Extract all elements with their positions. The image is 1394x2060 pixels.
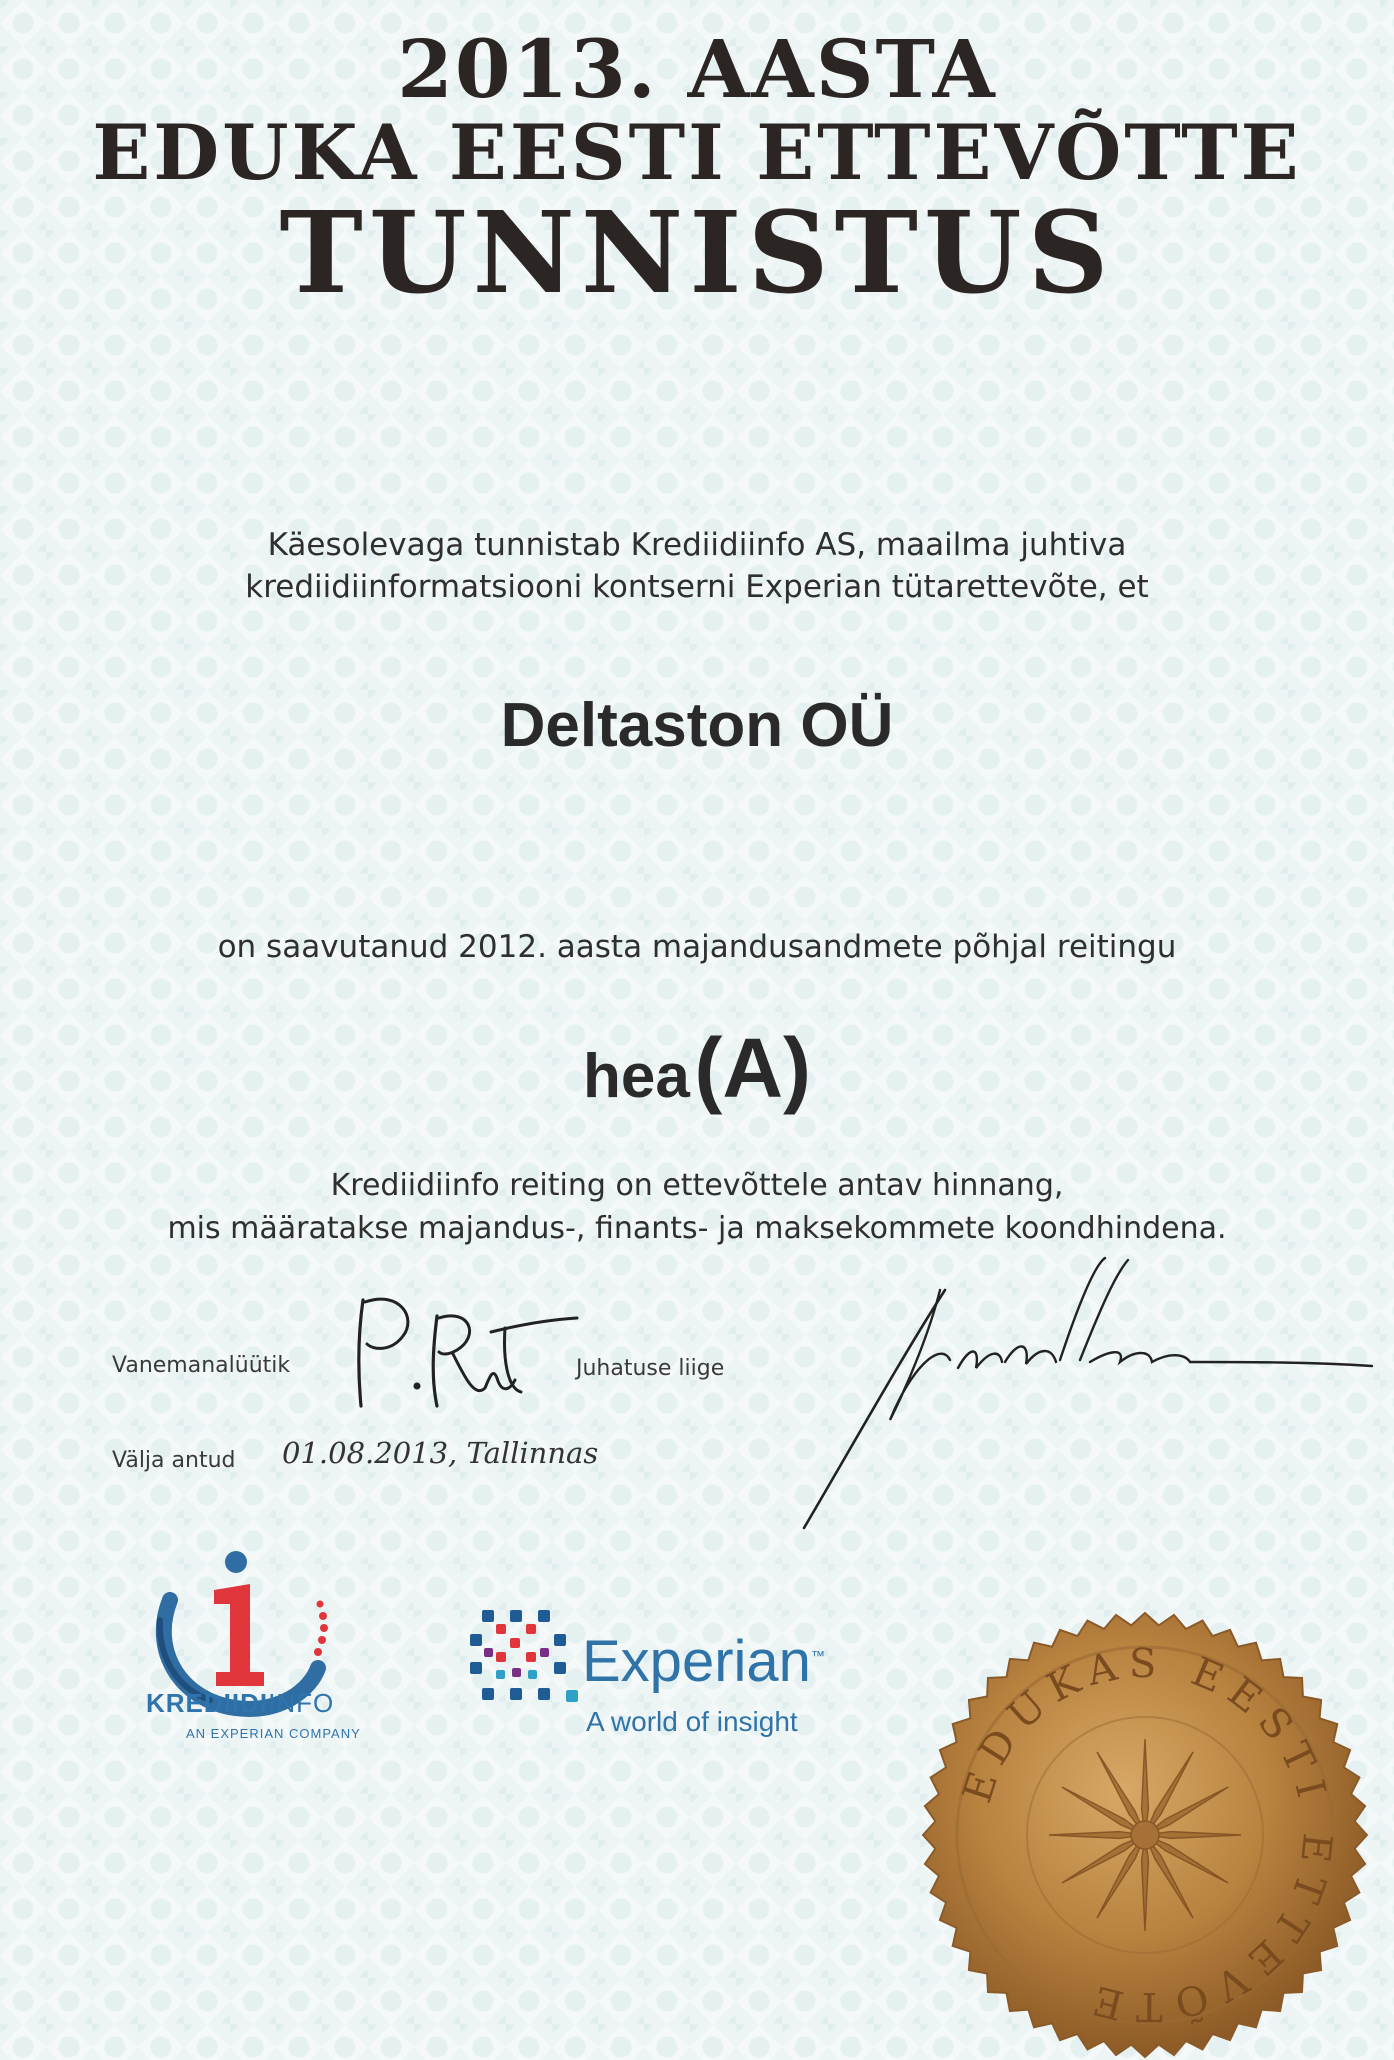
title-main: TUNNISTUS <box>279 188 1115 319</box>
board-member-label: Juhatuse liige <box>576 1356 725 1381</box>
analyst-signature <box>345 1288 585 1418</box>
krediidiinfo-name-light: INFO <box>268 1688 335 1718</box>
explanation-line-1: Krediidiinfo reiting on ettevõttele antav hinnang, <box>330 1168 1064 1203</box>
intro-line-2: krediidiinformatsiooni kontserni Experian tütarettevõte, et <box>245 569 1149 605</box>
board-member-signature <box>790 1250 1380 1540</box>
krediidiinfo-name-bold: KREDIIDI <box>146 1688 269 1718</box>
experian-name-text: Experian <box>582 1629 811 1694</box>
krediidiinfo-name <box>146 1688 334 1719</box>
experian-trademark: ™ <box>810 1647 825 1664</box>
issued-date: 01.08.2013, Tallinnas <box>282 1436 599 1470</box>
company-name: Deltaston OÜ <box>500 691 894 760</box>
rating-word: hea <box>583 1042 690 1111</box>
gold-seal-icon <box>920 1610 1370 2060</box>
seal-text: EDUKAS EESTI ETTEVÕTE <box>954 1640 1340 2030</box>
rating <box>0 1020 1394 1117</box>
seal-star-center <box>1131 1821 1159 1849</box>
explanation-line-2: mis määratakse majandus-, finants- ja maksekommete koondhindena. <box>167 1211 1227 1246</box>
title-year: 2013. AASTA <box>397 22 997 116</box>
issued-label: Välja antud <box>112 1448 236 1473</box>
krediidiinfo-subtitle: AN EXPERIAN COMPANY <box>186 1726 361 1741</box>
achieved-text: on saavutanud 2012. aasta majandusandmete põhjal reitingu <box>217 929 1177 965</box>
intro-line-1: Käesolevaga tunnistab Krediidiinfo AS, maailma juhtiva <box>267 527 1127 563</box>
rating-grade: (A) <box>694 1021 811 1115</box>
analyst-label: Vanemanalüütik <box>112 1353 291 1378</box>
experian-logo-icon <box>470 1606 580 1716</box>
title-subtitle: EDUKA EESTI ETTEVÕTTE <box>92 108 1302 197</box>
experian-tagline: A world of insight <box>586 1706 798 1737</box>
experian-name <box>582 1628 825 1695</box>
